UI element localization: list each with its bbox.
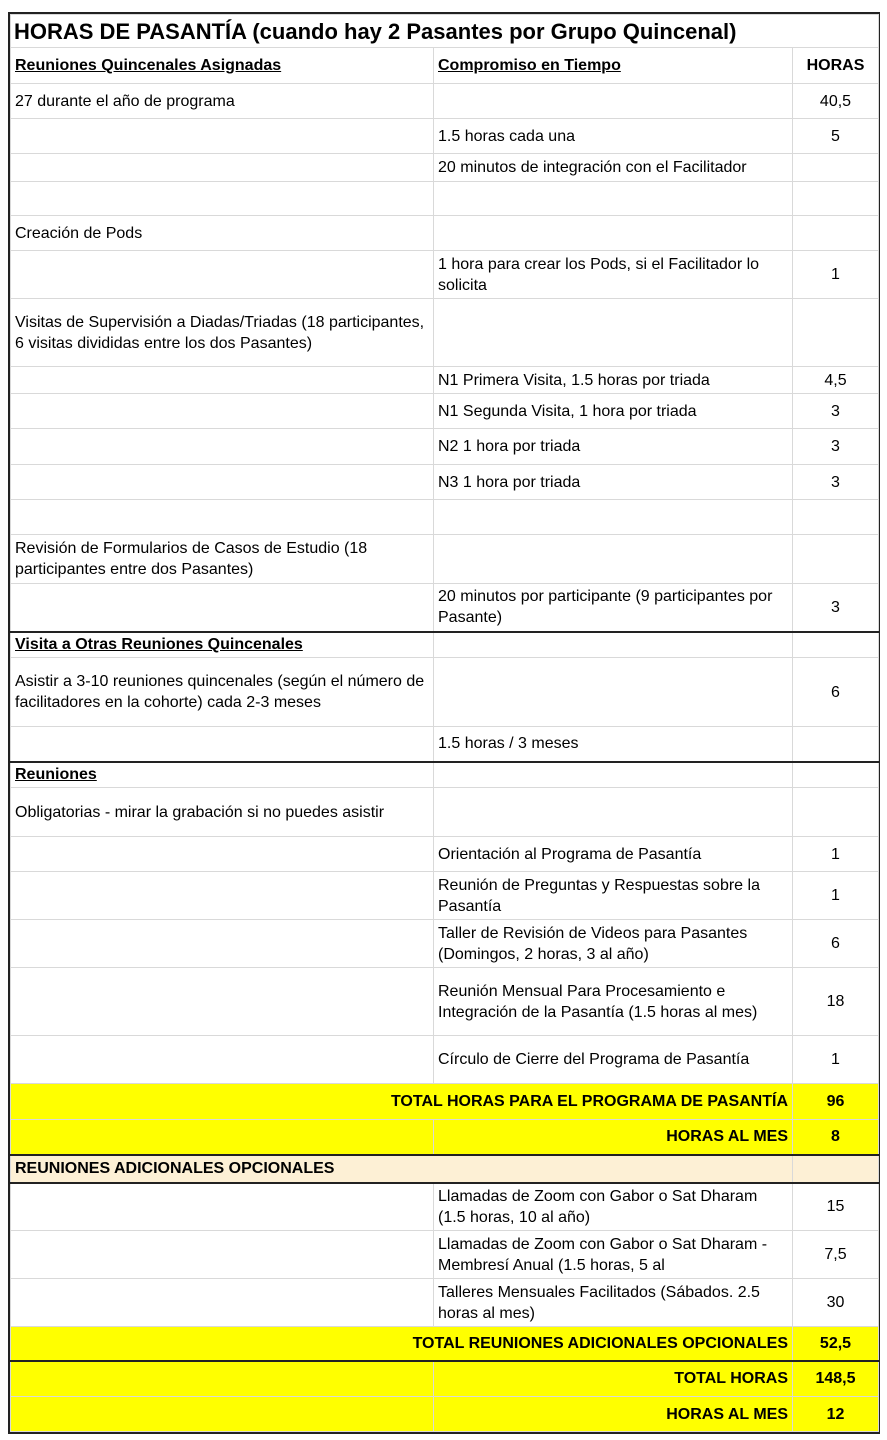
cell-commitment: N1 Segunda Visita, 1 hora por triada [434,394,793,429]
optional-section-title: REUNIONES ADICIONALES OPCIONALES [11,1155,793,1183]
program-monthly-row [11,1120,879,1155]
table-row [11,251,879,299]
cell-activity [11,251,434,299]
cell-hours [793,216,879,251]
cell-hours: 18 [793,968,879,1036]
cell-hours: 3 [793,584,879,632]
table-row [11,367,879,394]
cell-hours: 4,5 [793,367,879,394]
cell-hours: 6 [793,920,879,968]
cell-hours: 1 [793,872,879,920]
cell-hours: 1 [793,251,879,299]
cell-commitment: 1.5 horas / 3 meses [434,727,793,762]
cell-hours [793,299,879,367]
table-row [11,299,879,367]
grand-monthly-label: HORAS AL MES [434,1397,793,1432]
table-row [11,920,879,968]
page-title: HORAS DE PASANTÍA (cuando hay 2 Pasantes por Grupo Quincenal) [11,15,879,48]
program-monthly-label: HORAS AL MES [434,1120,793,1155]
cell-commitment [434,182,793,216]
cell-activity [11,500,434,535]
cell-hours [793,632,879,658]
table-row [11,500,879,535]
cell-activity: Visitas de Supervisión a Diadas/Triadas (18 participantes, 6 visitas divididas entre los dos Pasantes) [11,299,434,367]
cell-commitment: 1.5 horas cada una [434,119,793,154]
table-row [11,788,879,837]
cell-activity [11,394,434,429]
cell-activity [11,1036,434,1084]
cell-commitment [434,500,793,535]
cell-activity: Obligatorias - mirar la grabación si no puedes asistir [11,788,434,837]
cell-hours [793,154,879,182]
cell-commitment [434,788,793,837]
cell-activity [11,465,434,500]
total-optional-label: TOTAL REUNIONES ADICIONALES OPCIONALES [11,1327,793,1361]
header-horas: HORAS [793,48,879,84]
cell-hours: 3 [793,429,879,465]
table-row [11,1183,879,1231]
cell-commitment [434,535,793,584]
empty-cell [793,1155,879,1183]
cell-activity [11,584,434,632]
table-row [11,154,879,182]
header-compromiso: Compromiso en Tiempo [434,48,793,84]
table-row [11,182,879,216]
table-row [11,872,879,920]
cell-commitment: N3 1 hora por triada [434,465,793,500]
grand-total-row [11,1361,879,1397]
cell-hours: 30 [793,1279,879,1327]
table-row [11,1279,879,1327]
cell-activity: Creación de Pods [11,216,434,251]
cell-activity: Revisión de Formularios de Casos de Estudio (18 participantes entre dos Pasantes) [11,535,434,584]
grand-monthly-value: 12 [793,1397,879,1432]
cell-commitment: Círculo de Cierre del Programa de Pasantía [434,1036,793,1084]
cell-commitment: 1 hora para crear los Pods, si el Facilitador lo solicita [434,251,793,299]
table-row [11,119,879,154]
table-row [11,658,879,727]
cell-activity [11,154,434,182]
cell-commitment: Orientación al Programa de Pasantía [434,837,793,872]
table-row [11,84,879,119]
total-program-label: TOTAL HORAS PARA EL PROGRAMA DE PASANTÍA [11,1084,793,1120]
cell-hours [793,762,879,788]
cell-activity [11,920,434,968]
cell-activity [11,837,434,872]
section-title-reuniones: Reuniones [11,762,434,788]
cell-hours: 6 [793,658,879,727]
cell-activity [11,1231,434,1279]
cell-hours: 5 [793,119,879,154]
cell-commitment [434,84,793,119]
table-row [11,429,879,465]
cell-commitment: Llamadas de Zoom con Gabor o Sat Dharam (1.5 horas, 10 al año) [434,1183,793,1231]
grand-total-value: 148,5 [793,1361,879,1397]
cell-commitment [434,299,793,367]
table-row [11,394,879,429]
cell-activity [11,727,434,762]
cell-activity: 27 durante el año de programa [11,84,434,119]
cell-commitment [434,632,793,658]
cell-commitment: 20 minutos por participante (9 participantes por Pasante) [434,584,793,632]
cell-activity [11,119,434,154]
empty-cell [11,1120,434,1155]
cell-commitment [434,658,793,727]
cell-hours: 3 [793,465,879,500]
empty-cell [11,1361,434,1397]
table-row [11,465,879,500]
cell-hours: 15 [793,1183,879,1231]
table-row [11,1231,879,1279]
cell-activity [11,1279,434,1327]
table-title-row [11,15,879,48]
cell-commitment [434,762,793,788]
cell-hours: 40,5 [793,84,879,119]
cell-commitment: 20 minutos de integración con el Facilitador [434,154,793,182]
cell-activity: Asistir a 3-10 reuniones quincenales (según el número de facilitadores en la cohorte) cada 2-3 meses [11,658,434,727]
table-row [11,837,879,872]
cell-activity [11,182,434,216]
cell-commitment: Taller de Revisión de Videos para Pasantes (Domingos, 2 horas, 3 al año) [434,920,793,968]
cell-activity [11,429,434,465]
hours-table [10,14,879,1432]
grand-total-label: TOTAL HORAS [434,1361,793,1397]
cell-activity [11,968,434,1036]
table-row [11,535,879,584]
section-header-row [11,762,879,788]
cell-commitment [434,216,793,251]
cell-activity [11,1183,434,1231]
table-row [11,727,879,762]
table-row [11,968,879,1036]
total-program-row [11,1084,879,1120]
grand-monthly-row [11,1397,879,1432]
section-header-row [11,632,879,658]
cell-hours [793,182,879,216]
cell-hours: 1 [793,1036,879,1084]
cell-commitment: N2 1 hora por triada [434,429,793,465]
total-program-value: 96 [793,1084,879,1120]
cell-activity [11,872,434,920]
total-optional-value: 52,5 [793,1327,879,1361]
table-row [11,216,879,251]
cell-hours [793,727,879,762]
table-row [11,584,879,632]
section-title-visita: Visita a Otras Reuniones Quincenales [11,632,434,658]
header-row [11,48,879,84]
cell-activity [11,367,434,394]
cell-commitment: N1 Primera Visita, 1.5 horas por triada [434,367,793,394]
cell-hours: 1 [793,837,879,872]
hours-table-sheet [8,12,880,1434]
cell-commitment: Talleres Mensuales Facilitados (Sábados. 2.5 horas al mes) [434,1279,793,1327]
cell-hours [793,500,879,535]
cell-hours: 7,5 [793,1231,879,1279]
cell-commitment: Llamadas de Zoom con Gabor o Sat Dharam - Membresí Anual (1.5 horas, 5 al [434,1231,793,1279]
header-reuniones: Reuniones Quincenales Asignadas [11,48,434,84]
cell-commitment: Reunión Mensual Para Procesamiento e Integración de la Pasantía (1.5 horas al mes) [434,968,793,1036]
empty-cell [11,1397,434,1432]
program-monthly-value: 8 [793,1120,879,1155]
optional-section-header [11,1155,879,1183]
cell-commitment: Reunión de Preguntas y Respuestas sobre la Pasantía [434,872,793,920]
cell-hours [793,535,879,584]
table-row [11,1036,879,1084]
cell-hours: 3 [793,394,879,429]
cell-hours [793,788,879,837]
total-optional-row [11,1327,879,1361]
